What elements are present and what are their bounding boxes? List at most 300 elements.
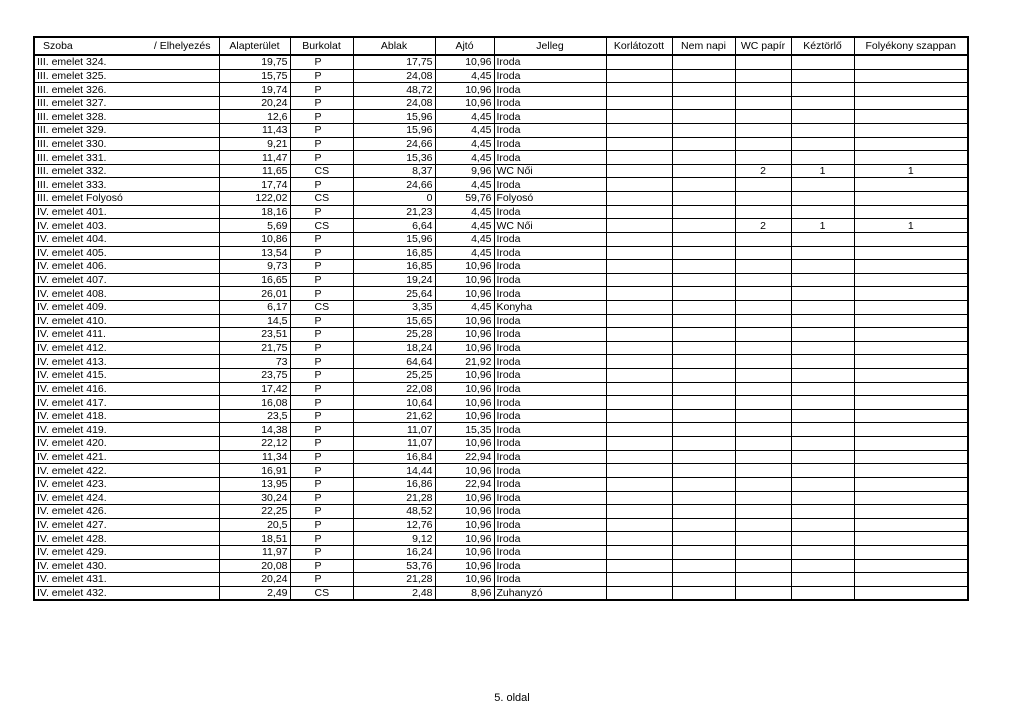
cell-restricted bbox=[606, 151, 672, 165]
cell-restricted bbox=[606, 573, 672, 587]
cell-wc-paper bbox=[735, 124, 791, 138]
table-row bbox=[34, 151, 968, 165]
cell-wc-paper bbox=[735, 96, 791, 110]
cell-wc-paper bbox=[735, 341, 791, 355]
header-door: Ajtó bbox=[435, 37, 494, 55]
cell-floor: P bbox=[290, 573, 353, 587]
cell-nondaily bbox=[672, 450, 735, 464]
cell-wc-paper bbox=[735, 246, 791, 260]
cell-hand-towel bbox=[791, 559, 854, 573]
cell-restricted bbox=[606, 369, 672, 383]
cell-nondaily bbox=[672, 559, 735, 573]
cell-door: 10,96 bbox=[435, 273, 494, 287]
cell-area: 20,24 bbox=[219, 96, 290, 110]
cell-type: Iroda bbox=[494, 450, 606, 464]
cell-room: IV. emelet 423. bbox=[34, 477, 219, 491]
cell-area: 30,24 bbox=[219, 491, 290, 505]
cell-door: 4,45 bbox=[435, 232, 494, 246]
cell-nondaily bbox=[672, 205, 735, 219]
cell-hand-towel bbox=[791, 464, 854, 478]
cell-type: Iroda bbox=[494, 69, 606, 83]
cell-liquid-soap bbox=[854, 178, 968, 192]
cell-nondaily bbox=[672, 260, 735, 274]
cell-room: IV. emelet 431. bbox=[34, 573, 219, 587]
cell-restricted bbox=[606, 437, 672, 451]
cell-restricted bbox=[606, 246, 672, 260]
cell-window: 24,08 bbox=[353, 96, 435, 110]
cell-area: 15,75 bbox=[219, 69, 290, 83]
table-row bbox=[34, 96, 968, 110]
cell-nondaily bbox=[672, 532, 735, 546]
cell-room: IV. emelet 415. bbox=[34, 369, 219, 383]
cell-liquid-soap bbox=[854, 328, 968, 342]
cell-window: 15,65 bbox=[353, 314, 435, 328]
cell-window: 21,28 bbox=[353, 491, 435, 505]
cell-window: 16,84 bbox=[353, 450, 435, 464]
table-row bbox=[34, 192, 968, 206]
cell-restricted bbox=[606, 192, 672, 206]
cell-type: Iroda bbox=[494, 137, 606, 151]
cell-room: III. emelet 331. bbox=[34, 151, 219, 165]
cell-type: Iroda bbox=[494, 396, 606, 410]
cell-window: 15,96 bbox=[353, 110, 435, 124]
cell-liquid-soap bbox=[854, 355, 968, 369]
table-row bbox=[34, 341, 968, 355]
cell-wc-paper bbox=[735, 314, 791, 328]
cell-window: 64,64 bbox=[353, 355, 435, 369]
table-row bbox=[34, 423, 968, 437]
cell-floor: CS bbox=[290, 192, 353, 206]
cell-floor: P bbox=[290, 246, 353, 260]
cell-floor: P bbox=[290, 260, 353, 274]
cell-floor: P bbox=[290, 55, 353, 69]
page-number: 5. oldal bbox=[494, 692, 530, 704]
cell-floor: CS bbox=[290, 219, 353, 233]
table-row bbox=[34, 219, 968, 233]
cell-type: Iroda bbox=[494, 124, 606, 138]
cell-nondaily bbox=[672, 232, 735, 246]
cell-window: 24,08 bbox=[353, 69, 435, 83]
table-row bbox=[34, 273, 968, 287]
cell-liquid-soap bbox=[854, 55, 968, 69]
cell-room: IV. emelet 401. bbox=[34, 205, 219, 219]
cell-floor: CS bbox=[290, 300, 353, 314]
cell-nondaily bbox=[672, 491, 735, 505]
cell-nondaily bbox=[672, 477, 735, 491]
cell-restricted bbox=[606, 341, 672, 355]
cell-room: IV. emelet 429. bbox=[34, 545, 219, 559]
cell-type: Iroda bbox=[494, 205, 606, 219]
cell-restricted bbox=[606, 83, 672, 97]
cell-restricted bbox=[606, 124, 672, 138]
cell-area: 26,01 bbox=[219, 287, 290, 301]
cell-area: 11,65 bbox=[219, 164, 290, 178]
cell-window: 12,76 bbox=[353, 518, 435, 532]
cell-restricted bbox=[606, 96, 672, 110]
cell-type: Iroda bbox=[494, 314, 606, 328]
table-row bbox=[34, 260, 968, 274]
cell-liquid-soap bbox=[854, 246, 968, 260]
cell-door: 22,94 bbox=[435, 477, 494, 491]
cell-hand-towel bbox=[791, 518, 854, 532]
cell-hand-towel bbox=[791, 124, 854, 138]
cell-area: 122,02 bbox=[219, 192, 290, 206]
cell-hand-towel bbox=[791, 178, 854, 192]
cell-hand-towel bbox=[791, 137, 854, 151]
cell-room: IV. emelet 426. bbox=[34, 505, 219, 519]
cell-liquid-soap bbox=[854, 396, 968, 410]
cell-type: Iroda bbox=[494, 273, 606, 287]
cell-nondaily bbox=[672, 96, 735, 110]
cell-hand-towel bbox=[791, 314, 854, 328]
table-row bbox=[34, 477, 968, 491]
cell-nondaily bbox=[672, 437, 735, 451]
header-hand-towel: Kéztörlő bbox=[791, 37, 854, 55]
cell-room: IV. emelet 417. bbox=[34, 396, 219, 410]
cell-floor: P bbox=[290, 287, 353, 301]
cell-window: 0 bbox=[353, 192, 435, 206]
cell-floor: P bbox=[290, 96, 353, 110]
cell-window: 48,72 bbox=[353, 83, 435, 97]
cell-door: 8,96 bbox=[435, 586, 494, 600]
cell-nondaily bbox=[672, 110, 735, 124]
cell-nondaily bbox=[672, 314, 735, 328]
cell-area: 11,43 bbox=[219, 124, 290, 138]
cell-door: 4,45 bbox=[435, 300, 494, 314]
cell-window: 16,86 bbox=[353, 477, 435, 491]
cell-type: Iroda bbox=[494, 55, 606, 69]
table-row bbox=[34, 532, 968, 546]
cell-hand-towel bbox=[791, 450, 854, 464]
cell-room: III. emelet 326. bbox=[34, 83, 219, 97]
cell-area: 10,86 bbox=[219, 232, 290, 246]
cell-window: 24,66 bbox=[353, 178, 435, 192]
table-row bbox=[34, 369, 968, 383]
cell-wc-paper bbox=[735, 532, 791, 546]
cell-wc-paper bbox=[735, 409, 791, 423]
cell-area: 11,34 bbox=[219, 450, 290, 464]
cell-type: Iroda bbox=[494, 355, 606, 369]
cell-restricted bbox=[606, 559, 672, 573]
cell-nondaily bbox=[672, 151, 735, 165]
cell-hand-towel bbox=[791, 491, 854, 505]
cell-floor: P bbox=[290, 314, 353, 328]
table-row bbox=[34, 505, 968, 519]
cell-area: 6,17 bbox=[219, 300, 290, 314]
cell-nondaily bbox=[672, 341, 735, 355]
cell-liquid-soap bbox=[854, 314, 968, 328]
cell-window: 14,44 bbox=[353, 464, 435, 478]
cell-room: IV. emelet 412. bbox=[34, 341, 219, 355]
table-row bbox=[34, 586, 968, 600]
cell-window: 11,07 bbox=[353, 423, 435, 437]
cell-nondaily bbox=[672, 69, 735, 83]
cell-room: IV. emelet 430. bbox=[34, 559, 219, 573]
cell-wc-paper bbox=[735, 192, 791, 206]
header-type: Jelleg bbox=[494, 37, 606, 55]
cell-nondaily bbox=[672, 137, 735, 151]
cell-room: IV. emelet 405. bbox=[34, 246, 219, 260]
cell-type: Konyha bbox=[494, 300, 606, 314]
cell-type: Iroda bbox=[494, 545, 606, 559]
cell-liquid-soap bbox=[854, 151, 968, 165]
cell-liquid-soap bbox=[854, 137, 968, 151]
cell-hand-towel bbox=[791, 151, 854, 165]
cell-hand-towel bbox=[791, 355, 854, 369]
cell-door: 10,96 bbox=[435, 260, 494, 274]
cell-floor: P bbox=[290, 369, 353, 383]
cell-restricted bbox=[606, 382, 672, 396]
cell-wc-paper bbox=[735, 586, 791, 600]
table-row bbox=[34, 69, 968, 83]
table-row bbox=[34, 287, 968, 301]
cell-door: 4,45 bbox=[435, 110, 494, 124]
cell-hand-towel bbox=[791, 545, 854, 559]
cell-hand-towel bbox=[791, 586, 854, 600]
cell-restricted bbox=[606, 260, 672, 274]
cell-room: IV. emelet 406. bbox=[34, 260, 219, 274]
cell-room: III. emelet 333. bbox=[34, 178, 219, 192]
cell-window: 16,85 bbox=[353, 260, 435, 274]
cell-hand-towel bbox=[791, 246, 854, 260]
cell-window: 15,96 bbox=[353, 232, 435, 246]
cell-wc-paper bbox=[735, 232, 791, 246]
cell-liquid-soap bbox=[854, 532, 968, 546]
cell-window: 11,07 bbox=[353, 437, 435, 451]
cell-type: Iroda bbox=[494, 151, 606, 165]
cell-area: 12,6 bbox=[219, 110, 290, 124]
table-row bbox=[34, 205, 968, 219]
cell-liquid-soap bbox=[854, 437, 968, 451]
cell-hand-towel bbox=[791, 532, 854, 546]
cell-hand-towel bbox=[791, 341, 854, 355]
header-floor: Burkolat bbox=[290, 37, 353, 55]
cell-restricted bbox=[606, 205, 672, 219]
cell-liquid-soap bbox=[854, 545, 968, 559]
cell-area: 17,42 bbox=[219, 382, 290, 396]
cell-liquid-soap bbox=[854, 518, 968, 532]
cell-restricted bbox=[606, 178, 672, 192]
cell-type: Iroda bbox=[494, 477, 606, 491]
table-row bbox=[34, 450, 968, 464]
cell-wc-paper bbox=[735, 69, 791, 83]
cell-type: Folyosó bbox=[494, 192, 606, 206]
cell-type: Iroda bbox=[494, 464, 606, 478]
cell-restricted bbox=[606, 532, 672, 546]
cell-liquid-soap bbox=[854, 409, 968, 423]
table-row bbox=[34, 464, 968, 478]
cell-hand-towel bbox=[791, 328, 854, 342]
cell-liquid-soap bbox=[854, 83, 968, 97]
cell-liquid-soap bbox=[854, 450, 968, 464]
cell-liquid-soap bbox=[854, 110, 968, 124]
cell-nondaily bbox=[672, 178, 735, 192]
cell-liquid-soap bbox=[854, 341, 968, 355]
cell-floor: P bbox=[290, 545, 353, 559]
cell-window: 53,76 bbox=[353, 559, 435, 573]
cell-window: 21,23 bbox=[353, 205, 435, 219]
cell-area: 18,51 bbox=[219, 532, 290, 546]
cell-door: 10,96 bbox=[435, 287, 494, 301]
cell-door: 4,45 bbox=[435, 219, 494, 233]
cell-hand-towel bbox=[791, 382, 854, 396]
cell-type: Iroda bbox=[494, 369, 606, 383]
cell-nondaily bbox=[672, 355, 735, 369]
cell-wc-paper bbox=[735, 328, 791, 342]
cell-window: 15,36 bbox=[353, 151, 435, 165]
cell-wc-paper bbox=[735, 137, 791, 151]
header-window: Ablak bbox=[353, 37, 435, 55]
cell-restricted bbox=[606, 287, 672, 301]
cell-floor: P bbox=[290, 491, 353, 505]
cell-type: Iroda bbox=[494, 573, 606, 587]
cell-door: 10,96 bbox=[435, 437, 494, 451]
cell-area: 19,74 bbox=[219, 83, 290, 97]
cell-area: 9,21 bbox=[219, 137, 290, 151]
cell-door: 4,45 bbox=[435, 151, 494, 165]
cell-floor: P bbox=[290, 559, 353, 573]
cell-door: 10,96 bbox=[435, 545, 494, 559]
cell-restricted bbox=[606, 300, 672, 314]
cell-wc-paper bbox=[735, 300, 791, 314]
cell-wc-paper bbox=[735, 287, 791, 301]
table-row bbox=[34, 314, 968, 328]
cell-type: Iroda bbox=[494, 559, 606, 573]
cell-hand-towel bbox=[791, 110, 854, 124]
cell-room: IV. emelet 410. bbox=[34, 314, 219, 328]
cell-type: Iroda bbox=[494, 328, 606, 342]
cell-door: 10,96 bbox=[435, 532, 494, 546]
cell-door: 10,96 bbox=[435, 369, 494, 383]
cell-area: 73 bbox=[219, 355, 290, 369]
cell-restricted bbox=[606, 314, 672, 328]
cell-wc-paper bbox=[735, 205, 791, 219]
cell-area: 16,08 bbox=[219, 396, 290, 410]
cell-wc-paper bbox=[735, 518, 791, 532]
cell-restricted bbox=[606, 137, 672, 151]
cell-area: 20,5 bbox=[219, 518, 290, 532]
cell-restricted bbox=[606, 69, 672, 83]
cell-room: III. emelet 330. bbox=[34, 137, 219, 151]
cell-nondaily bbox=[672, 423, 735, 437]
cell-area: 13,95 bbox=[219, 477, 290, 491]
cell-nondaily bbox=[672, 505, 735, 519]
cell-area: 20,24 bbox=[219, 573, 290, 587]
cell-door: 4,45 bbox=[435, 69, 494, 83]
cell-window: 25,28 bbox=[353, 328, 435, 342]
cell-door: 10,96 bbox=[435, 328, 494, 342]
cell-hand-towel bbox=[791, 232, 854, 246]
table-row bbox=[34, 232, 968, 246]
cell-window: 16,85 bbox=[353, 246, 435, 260]
cell-type: Iroda bbox=[494, 246, 606, 260]
cell-liquid-soap bbox=[854, 205, 968, 219]
cell-door: 10,96 bbox=[435, 96, 494, 110]
cell-floor: P bbox=[290, 409, 353, 423]
cell-liquid-soap bbox=[854, 287, 968, 301]
cell-type: Iroda bbox=[494, 505, 606, 519]
cell-restricted bbox=[606, 409, 672, 423]
cell-type: Iroda bbox=[494, 437, 606, 451]
cell-hand-towel bbox=[791, 369, 854, 383]
cell-wc-paper bbox=[735, 178, 791, 192]
cell-room: IV. emelet 404. bbox=[34, 232, 219, 246]
cell-door: 10,96 bbox=[435, 505, 494, 519]
cell-liquid-soap bbox=[854, 260, 968, 274]
cell-window: 2,48 bbox=[353, 586, 435, 600]
cell-area: 11,47 bbox=[219, 151, 290, 165]
cell-room: IV. emelet 418. bbox=[34, 409, 219, 423]
cell-type: Iroda bbox=[494, 110, 606, 124]
cell-restricted bbox=[606, 518, 672, 532]
table-row bbox=[34, 83, 968, 97]
cell-floor: CS bbox=[290, 586, 353, 600]
cell-room: III. emelet 324. bbox=[34, 55, 219, 69]
cell-floor: P bbox=[290, 110, 353, 124]
cell-liquid-soap bbox=[854, 382, 968, 396]
cell-window: 18,24 bbox=[353, 341, 435, 355]
cell-restricted bbox=[606, 232, 672, 246]
cell-restricted bbox=[606, 464, 672, 478]
cell-restricted bbox=[606, 396, 672, 410]
table-row bbox=[34, 559, 968, 573]
table-row bbox=[34, 300, 968, 314]
cell-liquid-soap: 1 bbox=[854, 219, 968, 233]
cell-floor: P bbox=[290, 341, 353, 355]
cell-wc-paper bbox=[735, 369, 791, 383]
cell-nondaily bbox=[672, 83, 735, 97]
cell-restricted bbox=[606, 586, 672, 600]
cell-room: IV. emelet 403. bbox=[34, 219, 219, 233]
cell-floor: P bbox=[290, 464, 353, 478]
cell-hand-towel bbox=[791, 423, 854, 437]
cell-wc-paper bbox=[735, 396, 791, 410]
cell-wc-paper bbox=[735, 464, 791, 478]
cell-floor: P bbox=[290, 477, 353, 491]
cell-room: III. emelet 329. bbox=[34, 124, 219, 138]
cell-door: 4,45 bbox=[435, 124, 494, 138]
cell-room: IV. emelet 420. bbox=[34, 437, 219, 451]
cell-type: Iroda bbox=[494, 96, 606, 110]
cell-wc-paper bbox=[735, 83, 791, 97]
cell-door: 4,45 bbox=[435, 137, 494, 151]
table-row bbox=[34, 396, 968, 410]
cell-wc-paper bbox=[735, 382, 791, 396]
cell-nondaily bbox=[672, 219, 735, 233]
cell-nondaily bbox=[672, 124, 735, 138]
cell-liquid-soap bbox=[854, 273, 968, 287]
cell-hand-towel: 1 bbox=[791, 164, 854, 178]
cell-room: IV. emelet 419. bbox=[34, 423, 219, 437]
cell-hand-towel bbox=[791, 437, 854, 451]
cell-room: III. emelet 325. bbox=[34, 69, 219, 83]
cell-wc-paper bbox=[735, 477, 791, 491]
cell-nondaily bbox=[672, 273, 735, 287]
cell-wc-paper bbox=[735, 355, 791, 369]
cell-hand-towel bbox=[791, 300, 854, 314]
cell-floor: P bbox=[290, 396, 353, 410]
table-row bbox=[34, 328, 968, 342]
cell-nondaily bbox=[672, 55, 735, 69]
table-row bbox=[34, 545, 968, 559]
cell-area: 16,65 bbox=[219, 273, 290, 287]
cell-wc-paper bbox=[735, 260, 791, 274]
cell-nondaily bbox=[672, 518, 735, 532]
cell-window: 9,12 bbox=[353, 532, 435, 546]
cell-nondaily bbox=[672, 192, 735, 206]
cell-restricted bbox=[606, 273, 672, 287]
cell-type: Iroda bbox=[494, 287, 606, 301]
